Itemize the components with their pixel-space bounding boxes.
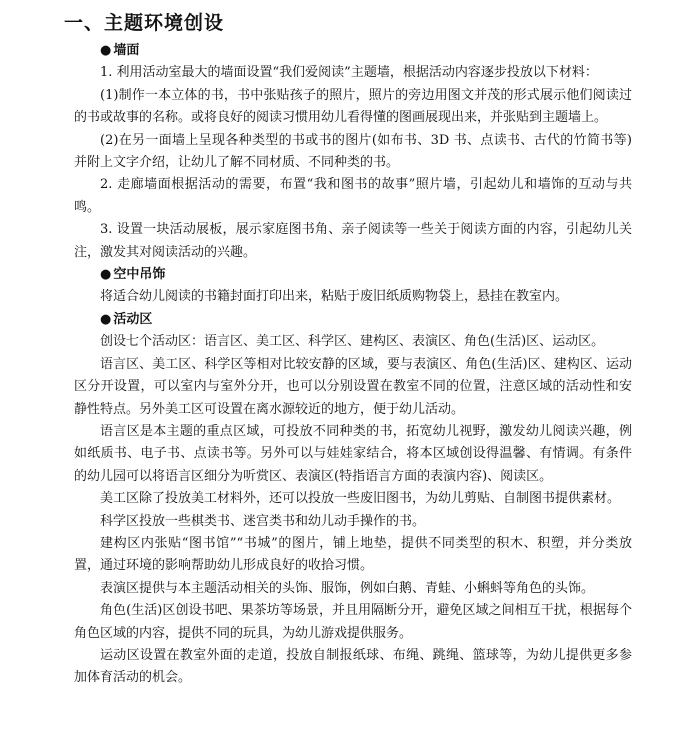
bullet-icon: ● <box>100 267 112 283</box>
paragraph: 科学区投放一些棋类书、迷宫类书和幼儿动手操作的书。 <box>100 513 426 529</box>
subheading-hanging-decor <box>74 264 632 286</box>
bullet-icon: ● <box>100 43 112 58</box>
subheading-activity-areas <box>74 309 632 331</box>
paragraph: 创设七个活动区：语言区、美工区、科学区、建构区、表演区、角色(生活)区、运动区。 <box>100 334 605 350</box>
bullet-icon: ● <box>100 311 112 327</box>
paragraph: (2)在另一面墙上呈现各种类型的书或书的图片(如布书、3D 书、点读书、古代的竹简书等)并附上文字介绍，让幼儿了解不同材质、不同种类的书。 <box>74 132 632 171</box>
section-title: 一、主题环境创设 <box>64 12 225 34</box>
paragraph: 角色(生活)区创设书吧、果茶坊等场景，并且用隔断分开，避免区域之间相互干扰，根据每个角色区域的内容，提供不同的玩具，为幼儿游戏提供服务。 <box>74 603 632 641</box>
paragraph: 运动区设置在教室外面的走道，投放自制报纸球、布绳、跳绳、篮球等，为幼儿提供更多参加体育活动的机会。 <box>74 647 632 686</box>
paragraph: 美工区除了投放美工材料外，还可以投放一些废旧图书，为幼儿剪贴、自制图书提供素材。 <box>100 491 621 507</box>
paragraph: 建构区内张贴“图书馆”“书城”的图片，铺上地垫，提供不同类型的积木、积塑，并分类放置，通过环境的影响帮助幼儿形成良好的收拾习惯。 <box>74 535 632 574</box>
paragraph: 1. 利用活动室最大的墙面设置“我们爱阅读”主题墙，根据活动内容逐步投放以下材料： <box>100 65 598 81</box>
paragraph: 语言区、美工区、科学区等相对比较安静的区域，要与表演区、角色(生活)区、建构区、运动区分开设置，可以室内与室外分开，也可以分别设置在教室不同的位置，注意区域的活动性和安静性特点。另外美工区可设置在离水源较近的地方，便于幼儿活动。 <box>74 356 632 417</box>
paragraph: 2. 走廊墙面根据活动的需要，布置“我和图书的故事”照片墙，引起幼儿和墙饰的互动与共鸣。 <box>74 177 632 215</box>
subheading-label: 活动区 <box>113 311 153 327</box>
subheading-label: 空中吊饰 <box>113 267 166 283</box>
document-body <box>74 40 632 690</box>
subheading-wall <box>74 40 632 62</box>
paragraph: 将适合幼儿阅读的书籍封面打印出来，粘贴于废旧纸质购物袋上，悬挂在教室内。 <box>100 289 569 305</box>
paragraph: (1)制作一本立体的书，书中张贴孩子的照片，照片的旁边用图文并茂的形式展示他们阅读过的书或故事的名称。或将良好的阅读习惯用幼儿看得懂的图画展现出来，并张贴到主题墙上。 <box>74 87 632 126</box>
paragraph: 表演区提供与本主题活动相关的头饰、服饰，例如白鹅、青蛙、小蝌蚪等角色的头饰。 <box>100 580 595 596</box>
paragraph: 3. 设置一块活动展板，展示家庭图书角、亲子阅读等一些关于阅读方面的内容，引起幼儿关注，激发其对阅读活动的兴趣。 <box>74 222 632 260</box>
subheading-label: 墙面 <box>113 43 140 58</box>
paragraph: 语言区是本主题的重点区域，可投放不同种类的书，拓宽幼儿视野，激发幼儿阅读兴趣，例如纸质书、电子书、点读书等。另外可以与娃娃家结合，将本区域创设得温馨、有情调。有条件的幼儿园可以将语言区细分为听赏区、表演区(特指语言方面的表演内容)、阅读区。 <box>74 423 632 484</box>
